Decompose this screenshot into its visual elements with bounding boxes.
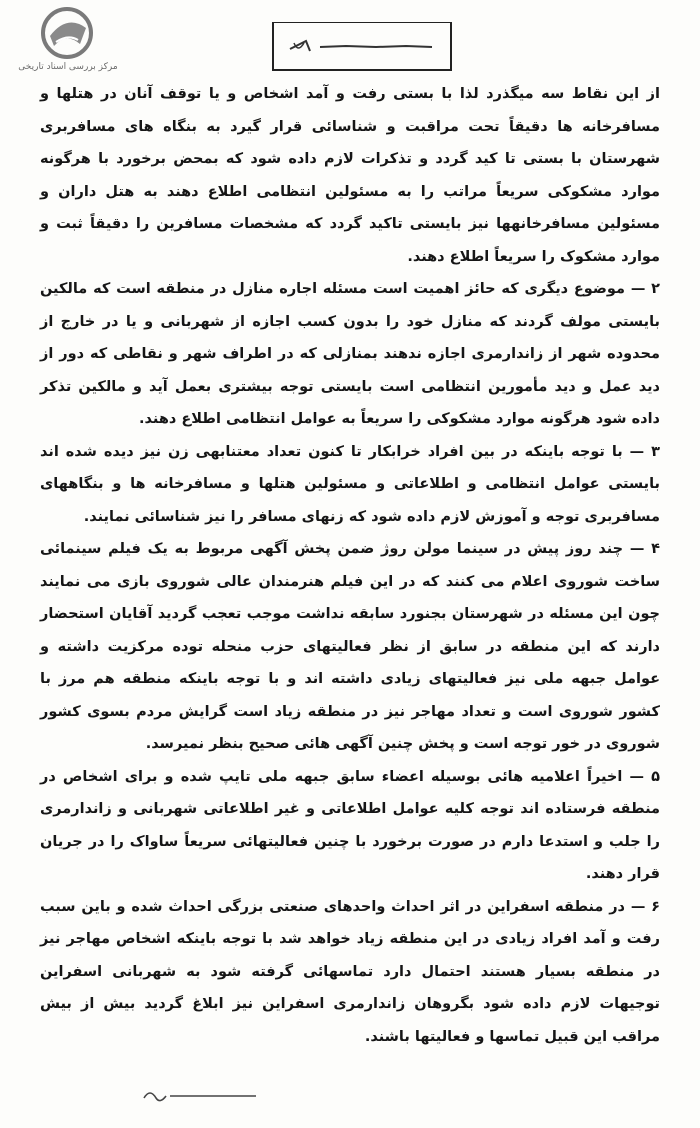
paragraph-text: اخیراً اعلامیه هائی بوسیله اعضاء سابق جبهه ملی تایپ شده و برای اشخاص در منطقه فرستاده اند توجه کلیه عوامل اطلاعاتی و غیر اطلاعاتی شهربانی و زاندارمری را جلب و استدعا دارم در صورت برخورد با چنین فعالیتهائی سریعاً ساواک را در جریان قرار دهند.	[40, 768, 660, 882]
paragraph-5	[40, 761, 660, 891]
redacted-stamp	[272, 22, 452, 71]
paragraph-6	[40, 891, 660, 1054]
paragraph-number: ۵ —	[629, 768, 660, 785]
archive-logo-icon	[36, 6, 98, 60]
document-body	[40, 78, 660, 1053]
redacted-stamp-icon	[286, 37, 436, 55]
paragraph-number: ۲ —	[630, 281, 660, 297]
paragraph-text: از این نقاط سه میگذرد لذا با بستی رفت و آمد اشخاص و یا توقف آنان در هتلها و مسافرخانه ها دقیقاً تحت مراقبت و شناسائی قرار گیرد به بنگاه های مسافربری شهرستان با بستی تا کید گردد و تذکرات لازم داده شود که بمحض برخورد با هرگونه موارد مشکوکی سریعاً مراتب را به مسئولین انتظامی اطلاع دهند به هتل داران و مسئولین مسافرخانهها نیز بایستی تاکید گردد که مشخصات مسافرین را دقیقاً ثبت و موارد مشکوک را سریعاً اطلاع دهند.	[40, 86, 660, 265]
paragraph-number: ۴ —	[629, 541, 660, 557]
signature-scribble-icon	[140, 1084, 260, 1108]
paragraph-2	[40, 273, 660, 436]
paragraph-3	[40, 436, 660, 534]
paragraph-text: در منطقه اسفراین در اثر احداث واحدهای صنعتی بزرگی احداث شده و باین سبب رفت و آمد افراد زیادی در این منطقه زیاد خواهد شد با توجه باینکه اشخاص مهاجر نیز در منطقه بسیار هستند احتمال دارد تماسهائی گرفته شود به شهربانی اسفراین توجیهات لازم داده شود بگروهان زاندارمری اسفراین نیز ابلاغ گردید بیش از بیش مراقب این قبیل تماسها و فعالیتها باشند.	[40, 898, 660, 1045]
archive-logo	[8, 6, 128, 78]
paragraph-1	[40, 78, 660, 273]
paragraph-text: موضوع دیگری که حائز اهمیت است مسئله اجاره منازل در منطقه است که مالکین بایستی مولف گردند که منازل خود را بدون کسب اجازه از شهربانی و یا در خارج از محدوده شهر از زاندارمری اجازه ندهند بمنازلی که در اطراف شهر و نقاطی که دور از دید عمل و دید مأمورین انتظامی است بایستی توجه بیشتری بعمل آید و مالکین تذکر داده شود هرگونه موارد مشکوکی را سریعاً به عوامل انتظامی اطلاع دهند.	[40, 281, 660, 427]
paragraph-text: با توجه باینکه در بین افراد خرابکار تا کنون تعداد معتنابهی زن نیز دیده شده اند بایستی عوامل انتظامی و اطلاعاتی و مسئولین هتلها و مسافرخانه ها و بنگاههای مسافربری توجه و آموزش لازم داده شود که زنهای مسافر را نیز شناسائی نمایند.	[40, 443, 660, 525]
paragraph-number: ۳ —	[629, 443, 660, 460]
paragraph-number: ۶ —	[630, 898, 660, 915]
logo-caption: مرکز بررسی اسناد تاریخی	[18, 62, 118, 72]
paragraph-text: چند روز پیش در سینما مولن روژ ضمن پخش آگهی مربوط به یک فیلم سینمائی ساخت شوروی اعلام می کنند که در این فیلم هنرمندان عالی شوروی بازی می نمایند چون این مسئله در شهرستان بجنورد سابقه نداشت موجب تعجب گردید آقایان استحضار دارند که این منطقه در سابق از نظر فعالیتهای حزب منحله توده مرکزیت داشته و عوامل جبهه ملی نیز فعالیتهای زیادی داشته اند و با توجه باینکه منطقه هم مرز با کشور شوروی است و تعداد مهاجر نیز در منطقه زیاد است گرایش مردم بسوی کشور شوروی در خور توجه است و پخش چنین آگهی هائی صحیح بنظر نمیرسد.	[40, 541, 660, 752]
paragraph-4	[40, 533, 660, 761]
